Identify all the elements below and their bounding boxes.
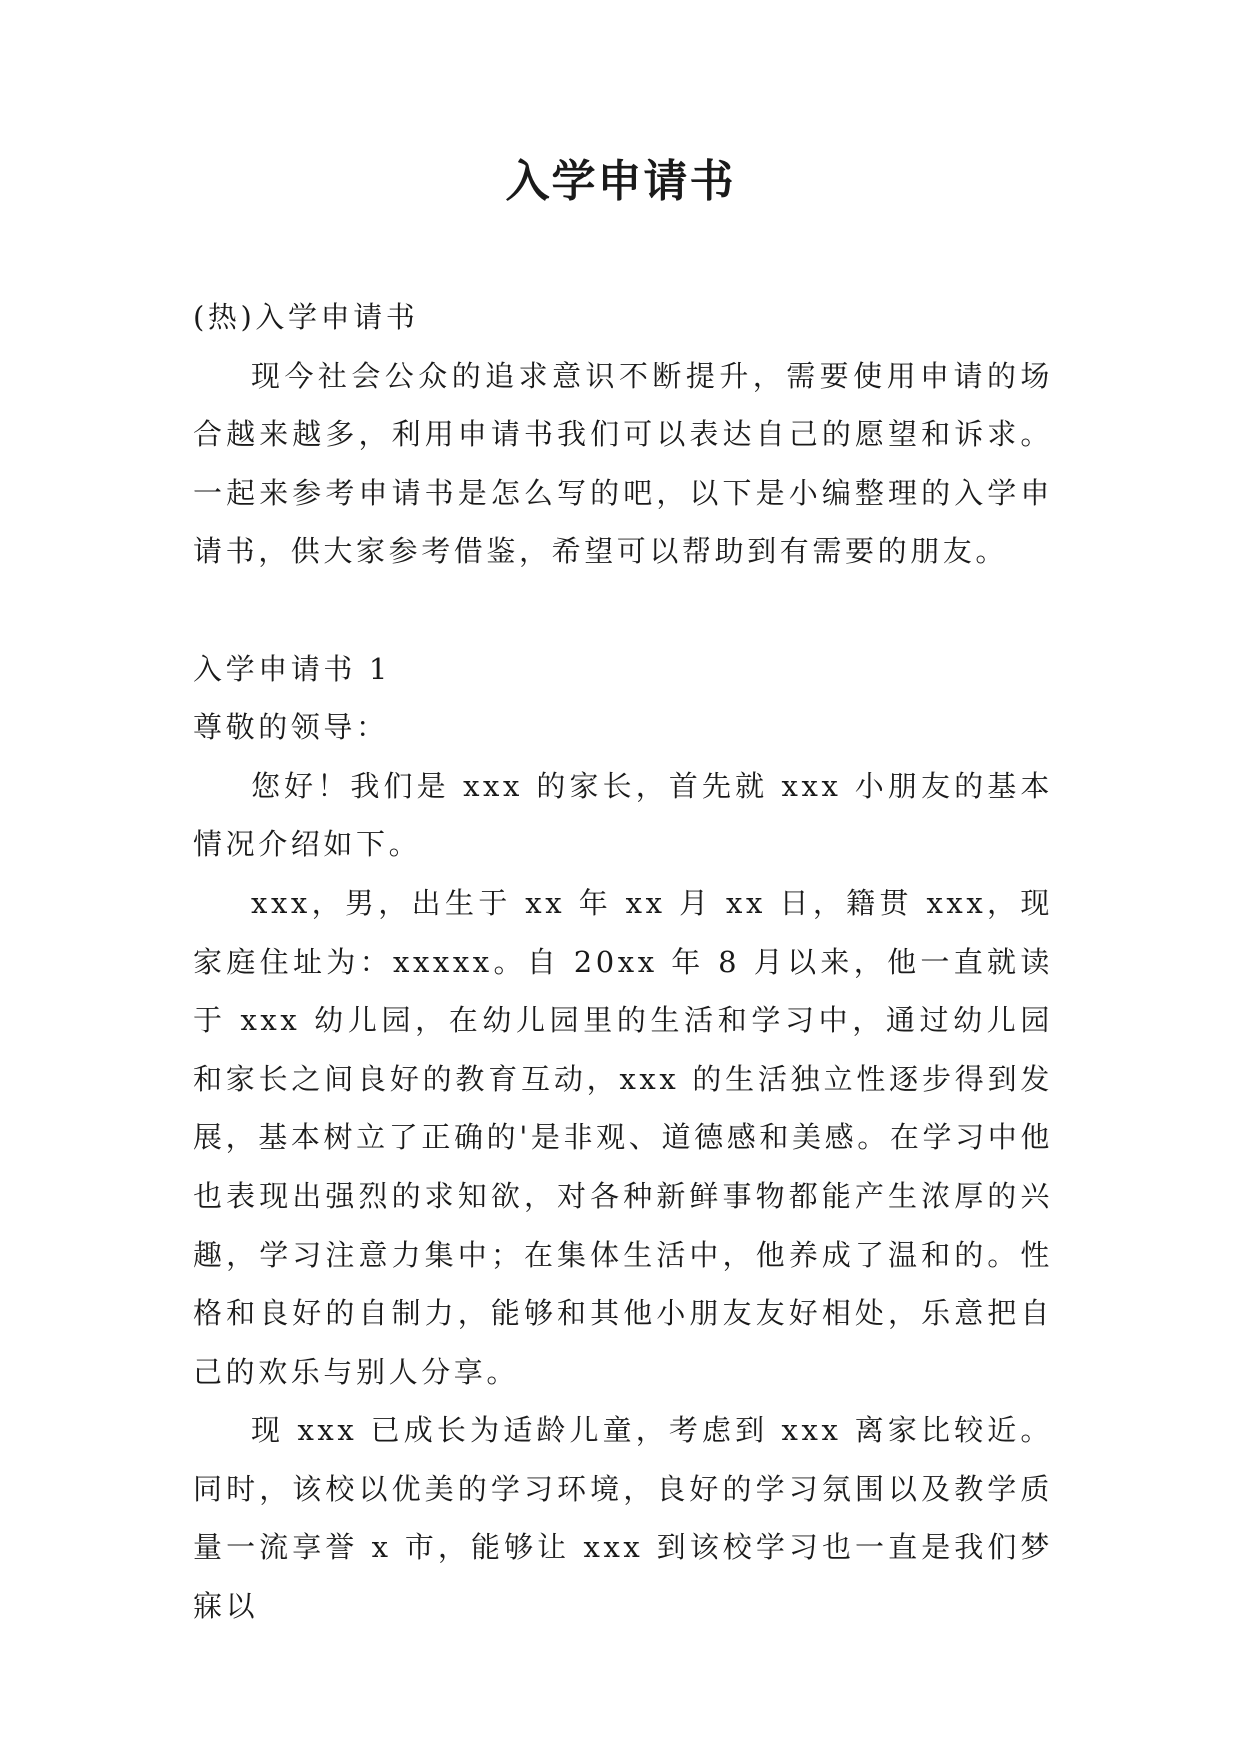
section-heading: 入学申请书 1 <box>193 651 391 686</box>
section-spacer <box>193 581 1053 640</box>
body-paragraph: xxx，男，出生于 xx 年 xx 月 xx 日，籍贯 xxx，现家庭住址为：xxxxx。自 20xx 年 8 月以来，他一直就读于 xxx 幼儿园，在幼儿园里的生活和学习中，通过幼儿园和家长之间良好的教育互动，xxx 的生活独立性逐步得到发展，基本树立了正确的'是非观、道德感和美感。在学习中他也表现出强烈的求知欲，对各种新鲜事物都能产生浓厚的兴趣，学习注意力集中；在集体生活中，他养成了温和的。性格和良好的自制力，能够和其他小朋友友好相处，乐意把自己的欢乐与别人分享。 <box>193 885 1053 1389</box>
document-body <box>193 288 1053 1636</box>
body-paragraph: 现 xxx 已成长为适龄儿童，考虑到 xxx 离家比较近。同时，该校以优美的学习环境，良好的学习氛围以及教学质量一流享誉 x 市，能够让 xxx 到该校学习也一直是我们梦寐以 <box>193 1413 1053 1624</box>
subtitle: (热)入学申请书 <box>193 300 419 334</box>
document-title: 入学申请书 <box>505 156 736 207</box>
salutation: 尊敬的领导： <box>193 710 389 745</box>
intro-paragraph: 现今社会公众的追求意识不断提升，需要使用申请的场合越来越多，利用申请书我们可以表达自己的愿望和诉求。一起来参考申请书是怎么写的吧，以下是小编整理的入学申请书，供大家参考借鉴，希望可以帮助到有需要的朋友。 <box>193 358 1053 569</box>
body-paragraph: 您好！我们是 xxx 的家长，首先就 xxx 小朋友的基本情况介绍如下。 <box>193 768 1053 862</box>
